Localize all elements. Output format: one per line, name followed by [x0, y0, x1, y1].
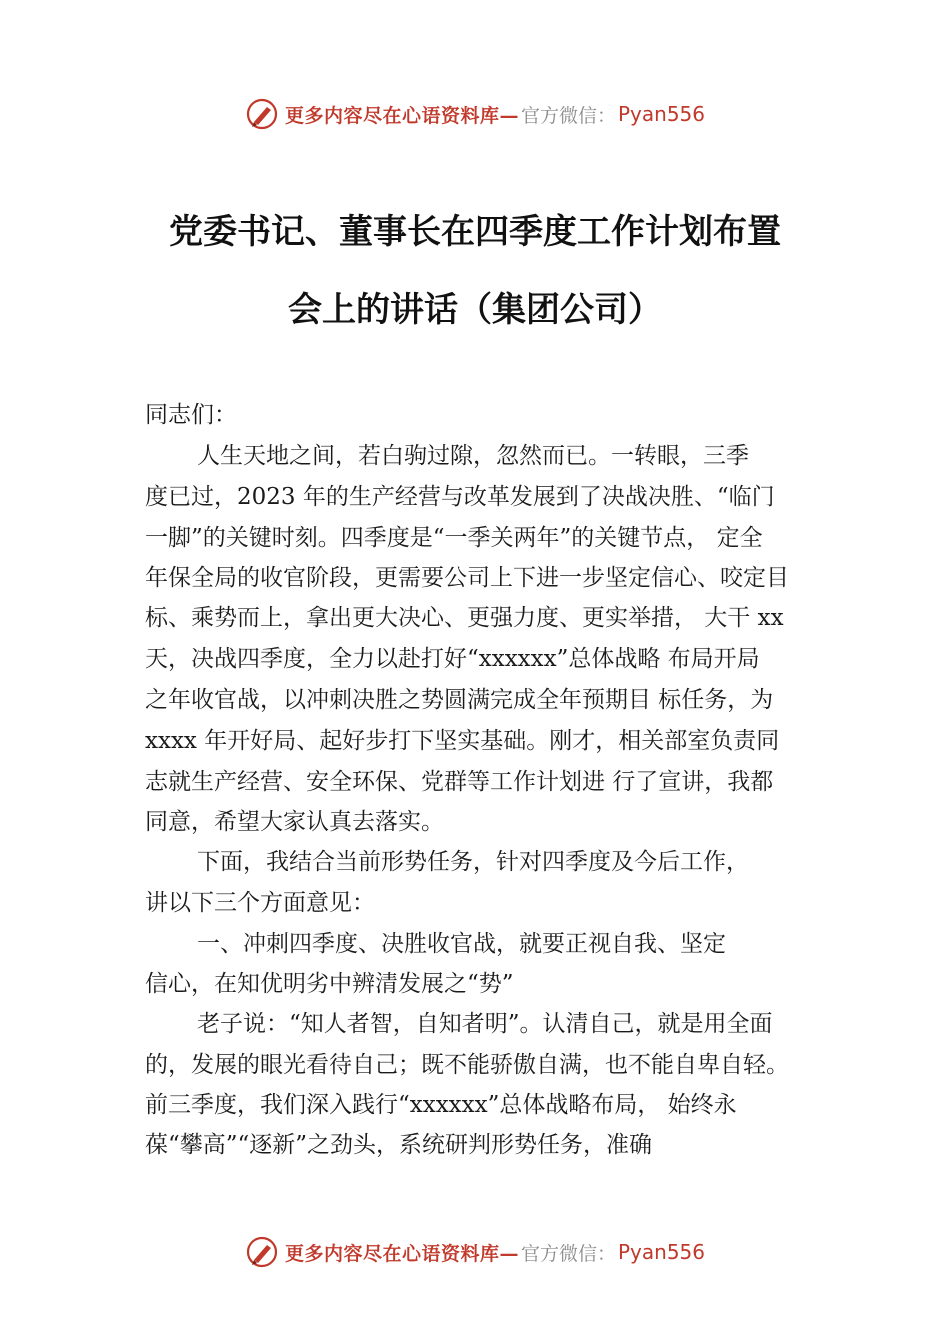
body-line: 老子说：“知人者智，自知者明”。认清自己，就是用全面	[197, 1011, 773, 1037]
body-line: 年保全局的收官阶段，更需要公司上下进一步坚定信心、咬定目	[145, 565, 789, 591]
section-heading-line2: 信心，在知优明劣中辨清发展之“势”	[145, 971, 514, 997]
document-title-line2: 会上的讲话（集团公司）	[288, 290, 662, 330]
body-line: 下面，我结合当前形势任务，针对四季度及今后工作，	[197, 849, 749, 875]
document-title-line1: 党委书记、董事长在四季度工作计划布置	[169, 212, 781, 252]
body-line: 前三季度，我们深入践行“xxxxxx”总体战略布局， 始终永	[145, 1092, 737, 1118]
body-line: xxxx 年开好局、起好步打下坚实基础。刚才，相关部室负责同	[145, 728, 780, 754]
section-heading-line1: 一、冲刺四季度、决胜收官战，就要正视自我、坚定	[197, 931, 726, 957]
body-line: 一脚”的关键时刻。四季度是“一季关两年”的关键节点， 定全	[145, 525, 763, 551]
pen-logo-icon	[245, 1235, 279, 1269]
body-line: 天，决战四季度，全力以赴打好“xxxxxx”总体战略 布局开局	[145, 646, 760, 672]
body-line: 同志们：	[145, 402, 237, 428]
pen-logo-icon	[245, 97, 279, 131]
body-line: 同意，希望大家认真去落实。	[145, 809, 444, 835]
header-watermark	[0, 94, 950, 134]
watermark-wechat-label: 官方微信：	[520, 1242, 616, 1265]
body-line: 人生天地之间，若白驹过隙，忽然而已。一转眼，三季	[197, 443, 749, 469]
watermark-text: 更多内容尽在心语资料库—	[284, 104, 519, 127]
body-line: 志就生产经营、安全环保、党群等工作计划进 行了宣讲，我都	[145, 769, 774, 795]
body-line: 讲以下三个方面意见：	[145, 890, 375, 916]
body-line: 的，发展的眼光看待自己；既不能骄傲自满，也不能自卑自轻。	[145, 1052, 789, 1078]
footer-watermark	[0, 1232, 950, 1272]
watermark-text: 更多内容尽在心语资料库—	[284, 1242, 519, 1265]
body-line: 之年收官战，以冲刺决胜之势圆满完成全年预期目 标任务，为	[145, 687, 774, 713]
body-line: 度已过，2023 年的生产经营与改革发展到了决战决胜、“临门	[145, 484, 775, 510]
watermark-wechat-id: Pyan556	[618, 102, 706, 126]
body-line: 标、乘势而上，拿出更大决心、更强力度、更实举措， 大干 xx	[145, 605, 784, 631]
watermark-wechat-id: Pyan556	[618, 1240, 706, 1264]
watermark-wechat-label: 官方微信：	[520, 104, 616, 127]
body-line: 葆“攀高”“逐新”之劲头，系统研判形势任务，准确	[145, 1132, 653, 1158]
